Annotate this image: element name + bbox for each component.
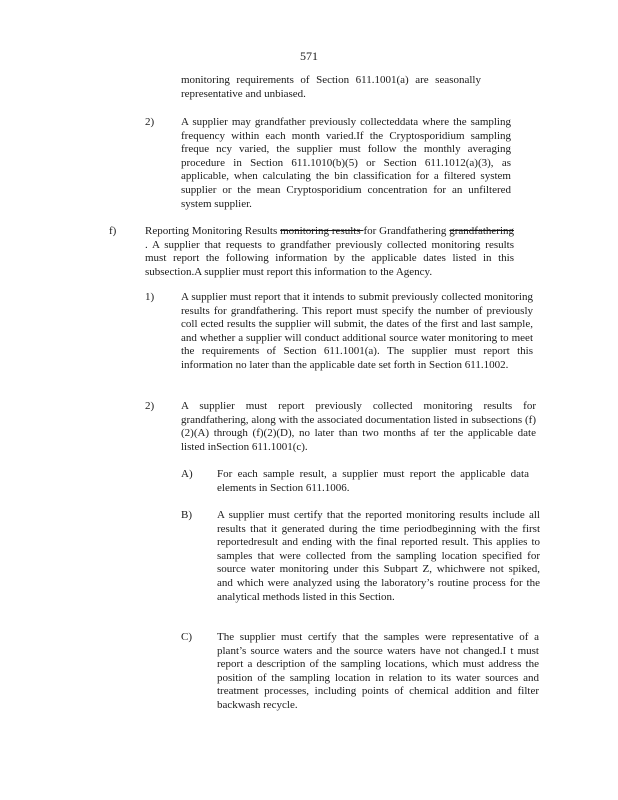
sub-b-text: A supplier must certify that the reported monitoring results include all results that it generated during the time periodbeginning with the first reportedresult and ending with the final reported result. This applies to samples that were collected from the sampling location specified for source water monitoring under this Subpart Z, whichwere not spiked, and which were analyzed using the laboratory’s routine process for the analytical methods listed in this Section. (217, 509, 540, 603)
page-number: 571 (300, 49, 318, 63)
item-f1-label: 1) (145, 291, 155, 303)
sub-b-label: B) (181, 509, 192, 521)
sub-c-text: The supplier must certify that the samples were representative of a plant’s source waters and the source waters have not changed.I t must report a description of the sampling locations, which must address the position of the sampling location in relation to its water sources and treatment processes, including points of chemical addition and filter backwash recycle. (217, 631, 539, 711)
sub-a-label: A) (181, 468, 193, 480)
item-f1-text: A supplier must report that it intends to submit previously collected monitoring results for grandfathering. This report must specify the number of previously coll ected results the supplier will submit, the dates of the first and last sample, and whether a supplier will conduct additional source water monitoring to meet the requirements of Section 611.1001(a). The supplier must report this information no later than the applicable date set forth in Section 611.1002. (181, 291, 533, 371)
section-f-title-deleted-2: grandfathering (449, 225, 514, 237)
item-2-text: A supplier may grandfather previously collecteddata where the sampling frequency within each month varied.If the Cryptosporidium sampling freque ncy varied, the supplier must follow the monthly averaging procedure in Section 611.1010(b)(5) or Section 611.1012(a)(3), as applicable, when calculating the bin classification for a filtered system supplier or the mean Cryptosporidium concentration for an unfiltered system supplier. (181, 116, 511, 210)
section-f-title-inserted: for Grandfathering (363, 225, 450, 237)
item-f2-text: A supplier must report previously collected monitoring results for grandfathering, along with the associated documentation listed in subsections (f)(2)(A) through (f)(2)(D), no later than two months af ter the applicable date listed inSection 611.1001(c). (181, 400, 536, 453)
section-f-title: Reporting Monitoring Results (145, 225, 281, 237)
section-f-label: f) (109, 225, 117, 237)
sub-a-text: For each sample result, a supplier must report the applicable data elements in Section 611.1006. (217, 468, 529, 494)
section-f-text: . A supplier that requests to grandfather previously collected monitoring results must report the following information by the applicable dates listed in this subsection.A supplier must report this information to the Agency. (145, 238, 514, 278)
continued-paragraph: monitoring requirements of Section 611.1001(a) are seasonally representative and unbiased. (181, 74, 481, 100)
section-f-title-deleted-1: monitoring results (280, 225, 364, 237)
sub-c-label: C) (181, 631, 192, 643)
section-f-paragraph (145, 225, 514, 279)
item-f2-label: 2) (145, 400, 155, 412)
item-2-label: 2) (145, 116, 155, 128)
